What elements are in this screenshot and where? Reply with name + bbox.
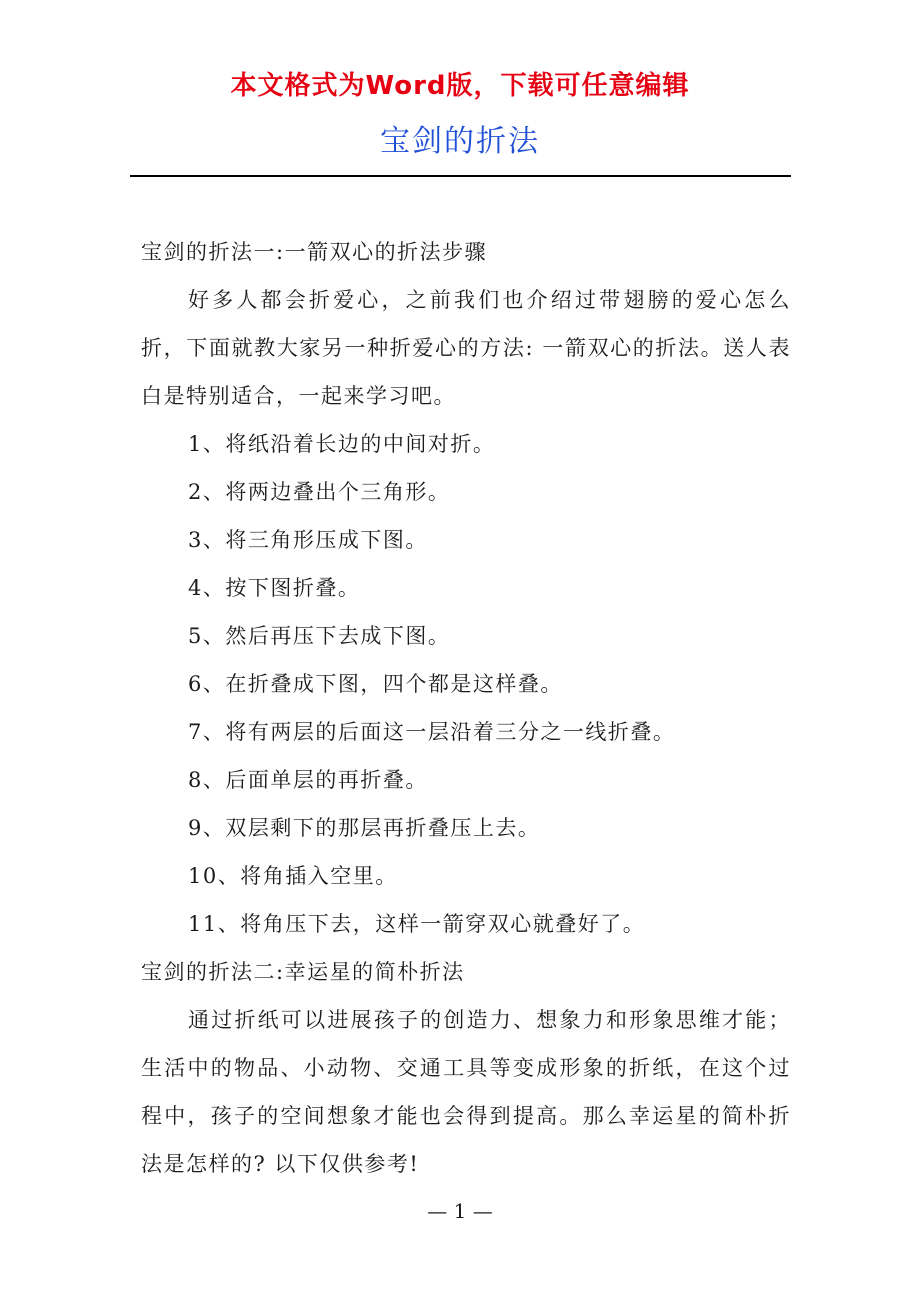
step-item: 8、后面单层的再折叠。 [188, 768, 428, 792]
step-item: 1、将纸沿着长边的中间对折。 [188, 432, 496, 456]
page-number: — 1 — [427, 1199, 493, 1223]
step-item: 2、将两边叠出个三角形。 [188, 480, 451, 504]
step-item: 6、在折叠成下图，四个都是这样叠。 [188, 672, 563, 696]
step-item: 9、双层剩下的那层再折叠压上去。 [188, 816, 541, 840]
document-body [141, 228, 791, 1188]
download-notice: 本文格式为Word版，下载可任意编辑 [230, 71, 690, 101]
step-item: 11、将角压下去，这样一箭穿双心就叠好了。 [188, 912, 646, 936]
step-item: 4、按下图折叠。 [188, 576, 361, 600]
step-item: 7、将有两层的后面这一层沿着三分之一线折叠。 [188, 720, 676, 744]
step-item: 3、将三角形压成下图。 [188, 528, 428, 552]
section-1-intro: 好多人都会折爱心，之前我们也介绍过带翅膀的爱心怎么折，下面就教大家另一种折爱心的方法: 一箭双心的折法。送人表白是特别适合，一起来学习吧。 [141, 288, 791, 408]
title-divider [130, 175, 791, 177]
step-item: 5、然后再压下去成下图。 [188, 624, 451, 648]
section-2-intro: 通过折纸可以进展孩子的创造力、想象力和形象思维才能；生活中的物品、小动物、交通工具等变成形象的折纸，在这个过程中，孩子的空间想象才能也会得到提高。那么幸运星的简朴折法是怎样的? 以下仅供参考! [141, 1008, 791, 1176]
section-1-heading: 宝剑的折法一:一箭双心的折法步骤 [141, 240, 488, 264]
section-2-heading: 宝剑的折法二:幸运星的简朴折法 [141, 960, 465, 984]
document-title: 宝剑的折法 [380, 124, 540, 159]
step-item: 10、将角插入空里。 [188, 864, 398, 888]
